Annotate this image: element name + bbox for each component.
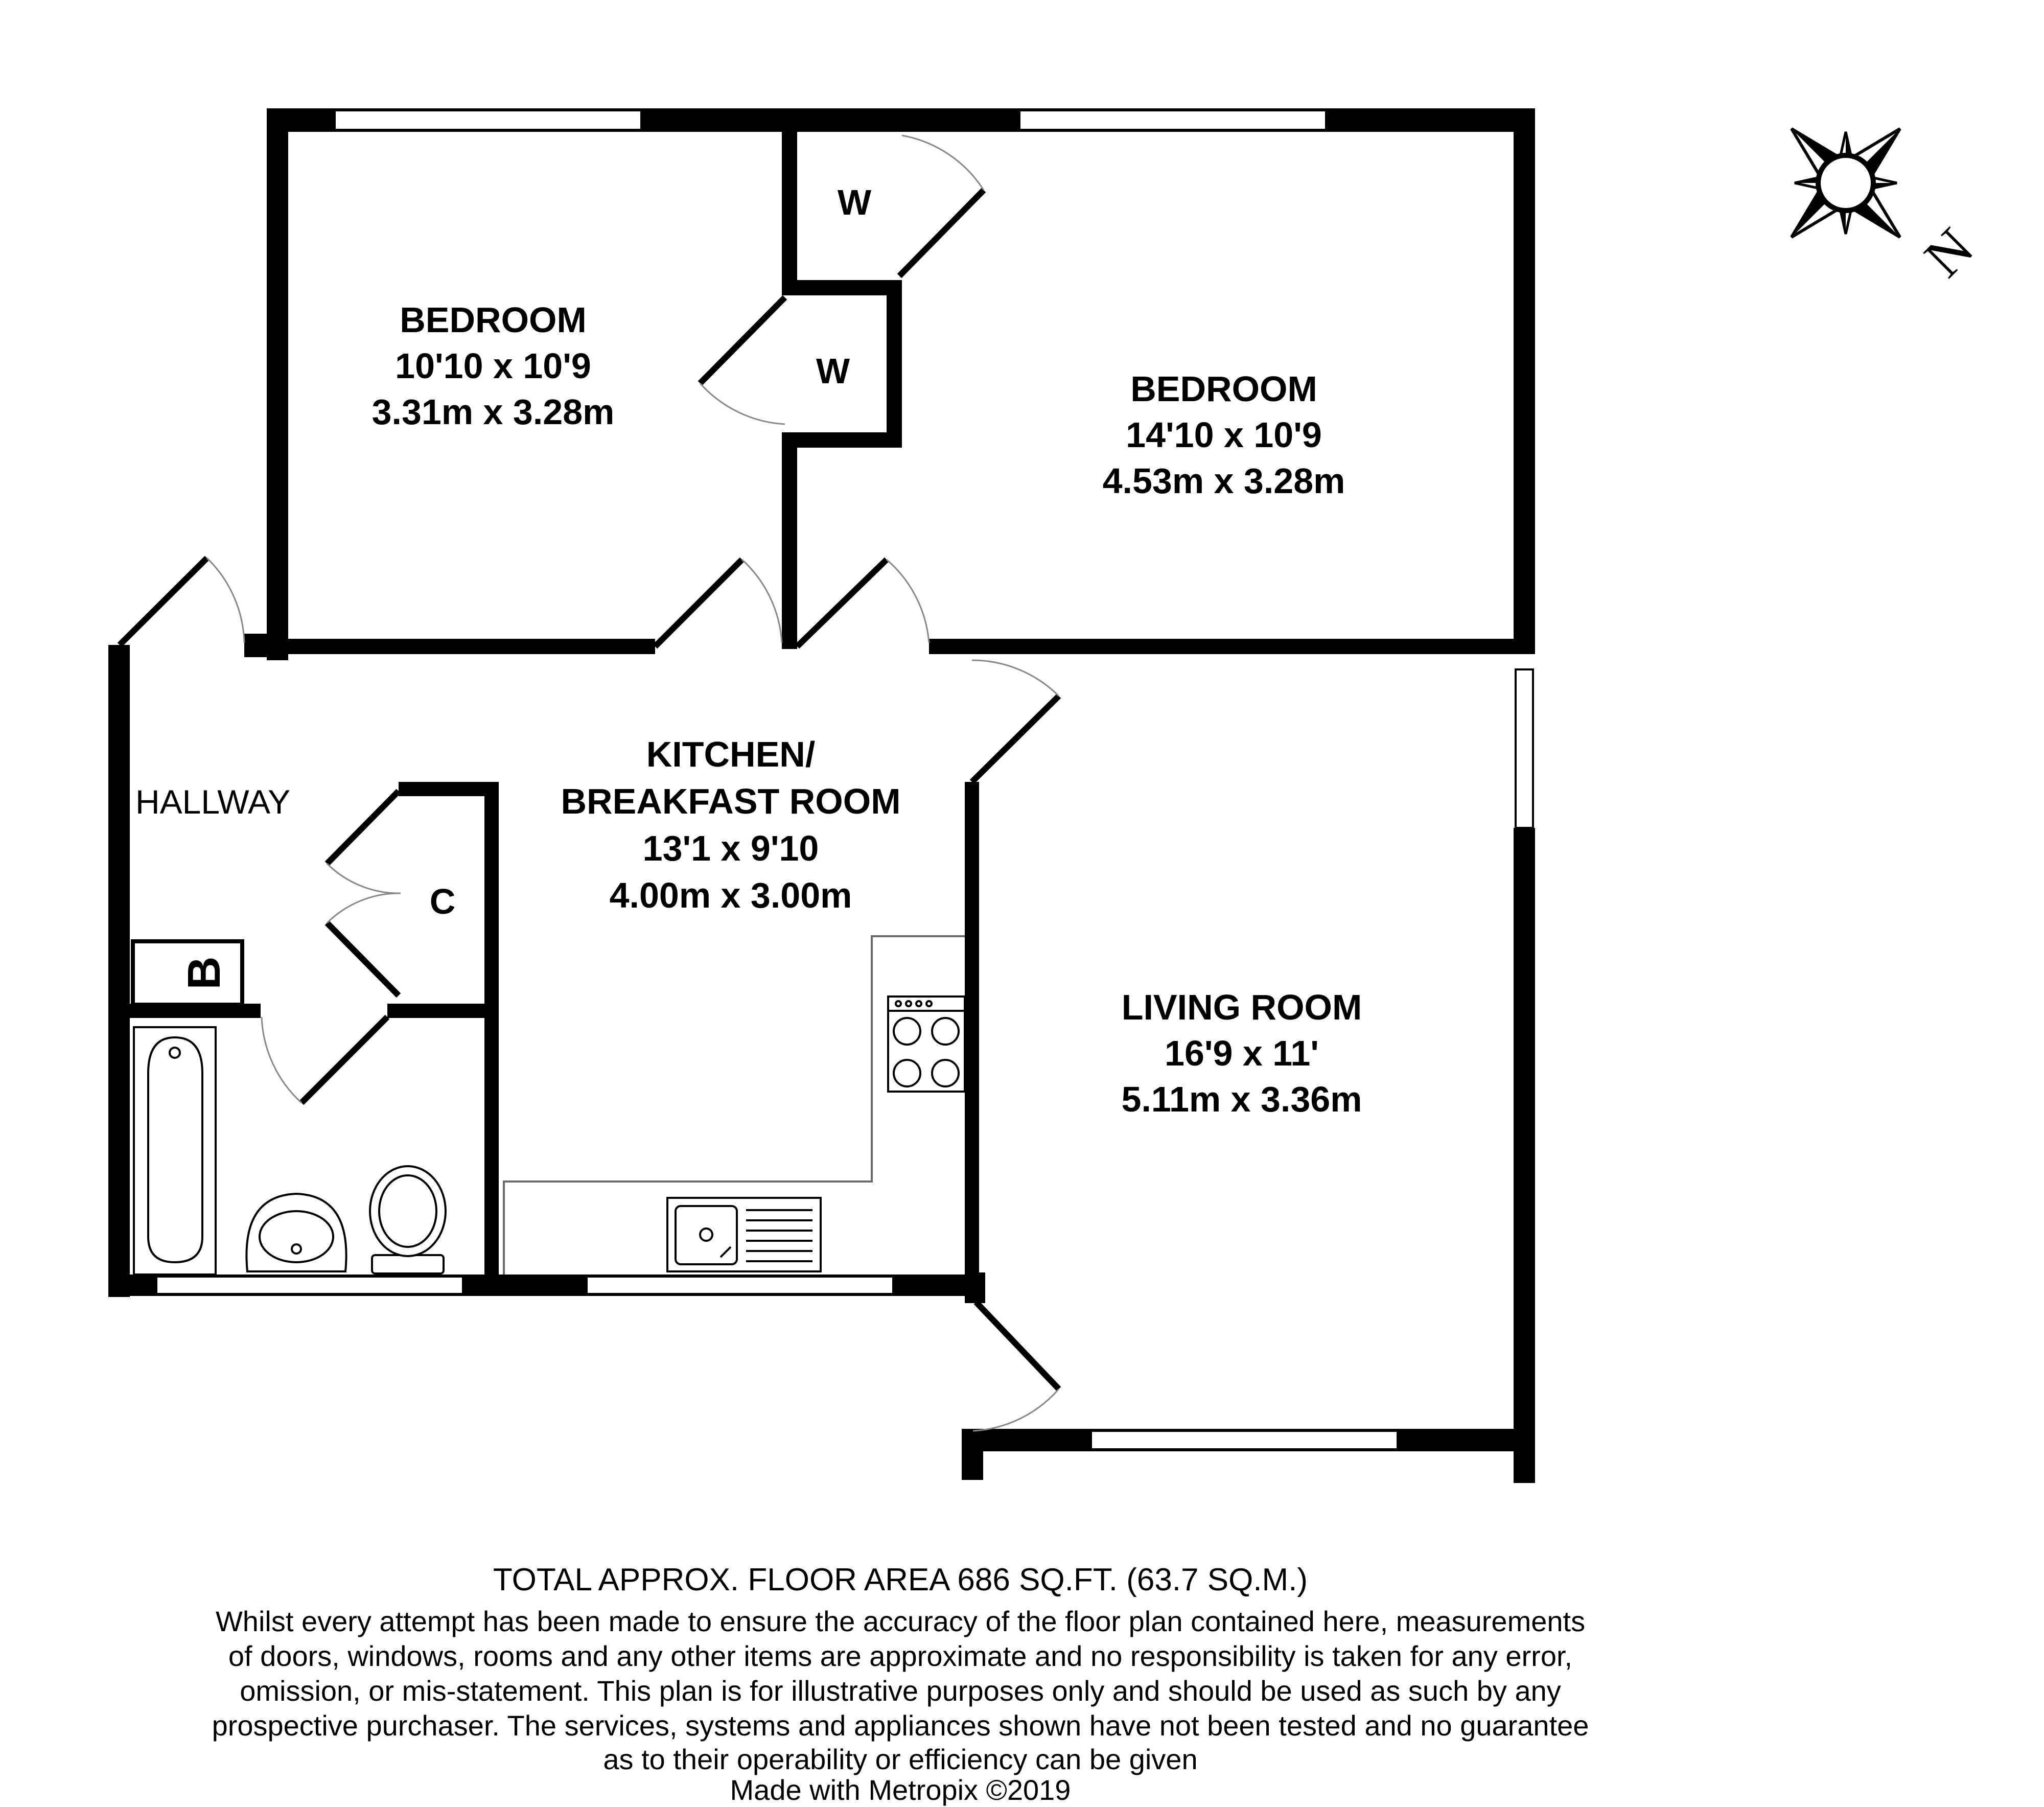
north-label: N — [1912, 216, 1986, 289]
bedroom2-labels — [1103, 369, 1345, 501]
disclaimer-line-2: of doors, windows, rooms and any other items are approximate and no responsibility is taken for any error, — [228, 1640, 1573, 1672]
wall-bedroom-partition-lower — [782, 439, 797, 649]
kitchen-name-line2: BREAKFAST ROOM — [561, 781, 901, 821]
toilet-cistern — [372, 1255, 444, 1273]
door-front-swing — [207, 558, 244, 643]
kitchen-imperial: 13'1 x 9'10 — [642, 828, 819, 868]
wall-cupboard-right — [484, 782, 499, 1293]
kitchen-labels — [561, 734, 901, 915]
wall-bedroom1-left — [267, 108, 288, 660]
window-kitchen — [587, 1277, 893, 1294]
wall-bedroom1-bottom — [267, 639, 655, 654]
compass-rose-icon — [1737, 75, 1954, 291]
door-cupboard-upper — [327, 791, 399, 864]
door-front — [120, 558, 207, 645]
hob-ring-1 — [894, 1018, 920, 1045]
window-living-side — [1516, 669, 1533, 828]
window-bathroom — [156, 1277, 463, 1294]
kitchen-sink — [667, 1198, 821, 1271]
living-labels — [1122, 987, 1362, 1119]
door-living-swing — [972, 660, 1059, 696]
bedroom1-labels — [372, 300, 615, 432]
basin-tap — [292, 1244, 301, 1254]
bedroom2-metric: 4.53m x 3.28m — [1102, 461, 1345, 501]
door-living-external — [976, 1302, 1059, 1389]
bath-drain — [170, 1048, 180, 1058]
wall-corner-block — [244, 634, 288, 657]
window-bedroom1 — [335, 110, 641, 130]
door-bathroom — [301, 1017, 387, 1103]
door-wardrobe-top-swing — [902, 135, 984, 190]
door-bathroom-swing — [262, 1017, 301, 1103]
door-cupboard-upper-swing — [327, 864, 401, 893]
wall-hallway-left — [108, 645, 130, 1297]
bedroom1-metric: 3.31m x 3.28m — [371, 392, 615, 432]
wall-cupboard-top — [399, 782, 499, 796]
bath-inner — [148, 1037, 202, 1262]
wardrobe-top-label: W — [837, 182, 872, 222]
wall-wardrobe-mid — [782, 280, 902, 295]
disclaimer-line-5: as to their operability or efficiency can be given — [603, 1743, 1198, 1775]
hallway-name: HALLWAY — [135, 783, 291, 821]
bedroom2-name: BEDROOM — [1130, 369, 1317, 409]
wall-bedroom2-bottom — [929, 639, 1535, 654]
disclaimer-line-1: Whilst every attempt has been made to ensure the accuracy of the floor plan contained here, measurements — [215, 1605, 1586, 1637]
total-floor-area: TOTAL APPROX. FLOOR AREA 686 SQ.FT. (63.7 SQ.M.) — [493, 1562, 1308, 1597]
door-bedroom1 — [655, 560, 742, 646]
door-bedroom2-swing — [887, 560, 929, 643]
disclaimer-line-4: prospective purchaser. The services, systems and appliances shown have not been tested and no guarantee — [212, 1709, 1589, 1742]
door-cupboard-lower-swing — [327, 893, 401, 923]
wall-bedroom-partition — [782, 128, 797, 286]
bedroom1-imperial: 10'10 x 10'9 — [395, 346, 591, 386]
hob-ring-2 — [932, 1018, 959, 1045]
wall-right-lower — [1514, 828, 1535, 1483]
living-imperial: 16'9 x 11' — [1165, 1033, 1319, 1073]
kitchen-name-line1: KITCHEN/ — [646, 734, 816, 774]
wall-living-left-stub — [962, 1429, 983, 1480]
wall-kitchen-living — [965, 782, 979, 1293]
living-name: LIVING ROOM — [1121, 987, 1362, 1027]
bathroom-fittings — [134, 1027, 446, 1275]
boiler-label: B — [179, 956, 230, 990]
door-bedroom2 — [797, 560, 887, 646]
bedroom1-name: BEDROOM — [400, 300, 587, 340]
credit: Made with Metropix ©2019 — [730, 1774, 1071, 1806]
wall-wardrobe-bottom — [782, 432, 902, 448]
wardrobe-bottom-label: W — [816, 351, 850, 391]
kitchen-metric: 4.00m x 3.00m — [609, 875, 852, 915]
hob-ring-4 — [932, 1060, 959, 1086]
wall-wardrobe-right — [887, 280, 902, 447]
disclaimer-line-3: omission, or mis-statement. This plan is for illustrative purposes only and should be used as such by any — [240, 1675, 1561, 1707]
toilet-seat — [379, 1175, 436, 1247]
door-wardrobe-top — [899, 190, 984, 276]
window-living-bottom — [1091, 1431, 1398, 1449]
cupboard-label: C — [429, 882, 456, 921]
door-cupboard-lower — [327, 923, 399, 995]
door-living — [972, 696, 1059, 782]
hob — [888, 997, 965, 1092]
hob-ring-3 — [894, 1060, 920, 1086]
door-wardrobe-bottom-swing — [700, 383, 785, 424]
sink-drain — [700, 1229, 712, 1241]
wall-right-upper — [1514, 108, 1535, 650]
door-bedroom1-swing — [742, 560, 782, 643]
wall-cupboard-bottom — [387, 1004, 499, 1018]
living-metric: 5.11m x 3.36m — [1121, 1079, 1362, 1119]
wall-kitchen-corner — [965, 1272, 985, 1303]
window-bedroom2 — [1019, 110, 1326, 130]
door-living-external-swing — [973, 1389, 1059, 1431]
door-wardrobe-bottom — [700, 297, 785, 383]
windows — [156, 110, 1533, 1449]
bedroom2-imperial: 14'10 x 10'9 — [1126, 415, 1322, 455]
